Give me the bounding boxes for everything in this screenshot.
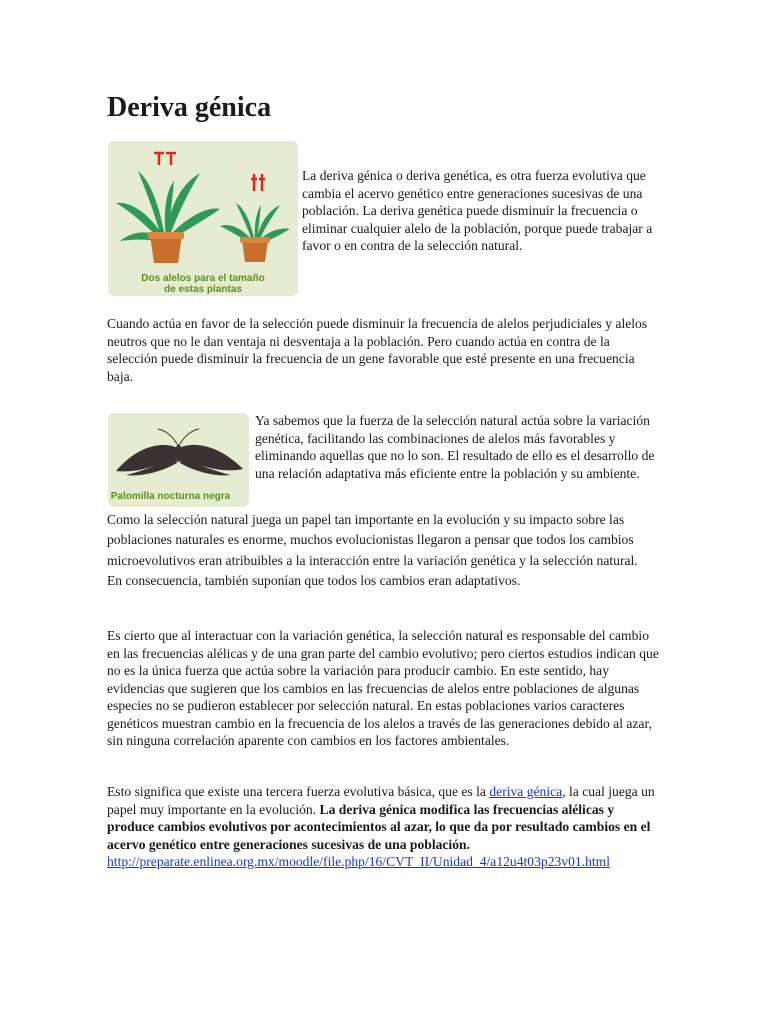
paragraph-1: La deriva génica o deriva genética, es otra fuerza evolutiva que cambia el acervo genético entre generaciones sucesivas de una población. La deriva genética puede disminuir la frecuencia o eliminar cualquier alelo de la población, porque puede trabajar a favor o en contra de la selección natural. bbox=[302, 168, 653, 253]
paragraph-6-intro: Esto significa que existe una tercera fuerza evolutiva básica, que es la bbox=[107, 784, 490, 799]
paragraph-6-middle: , la cual juega un papel muy importante en la evolución. bbox=[107, 784, 655, 817]
moth-caption: Palomilla nocturna negra bbox=[110, 491, 231, 502]
deriva-genica-link[interactable]: deriva génica bbox=[489, 784, 563, 799]
paragraph-5: Es cierto que al interactuar con la variación genética, la selección natural es responsable del cambio en las frecuencias alélicas y de una gran parte del cambio evolutivo; pero ciertos estudios indican que no es la única fuerza que actúa sobre la variación para producir cambio. En este sentido, hay evidencias que sugieren que los cambios en las frecuencias de alelos entre poblaciones de algunas especies no se pudieron establecer por selección natural. En estas poblaciones varios caracteres genéticos muestran cambio en la frecuencia de los alelos a través de las generaciones debido al azar, sin ninguna correlación aparente con cambios en los factores ambientales. bbox=[107, 628, 659, 748]
paragraph-3: Ya sabemos que la fuerza de la selección natural actúa sobre la variación genética, facilitando las combinaciones de alelos más favorables y eliminando aquellas que no lo son. El resultado de ello es el desarrollo de una relación adaptativa más eficiente entre la población y su ambiente. bbox=[255, 413, 655, 481]
page-title: Deriva génica bbox=[107, 92, 272, 123]
paragraph-6-bold-definition: La deriva génica modifica las frecuencias alélicas y produce cambios evolutivos por acontecimientos al azar, lo que da por resultado cambios en el acervo genético entre generaciones sucesivas de una población. bbox=[107, 801, 651, 852]
plants-figure bbox=[108, 141, 298, 296]
plants-caption-line2: de estas plantas bbox=[164, 284, 242, 295]
paragraph-2: Cuando actúa en favor de la selección puede disminuir la frecuencia de alelos perjudiciales y alelos neutros que no le dan ventaja ni desventaja a la población. Pero cuando actúa en contra de la selección puede disminuir la frecuencia de un gene favorable que esté presente en una frecuencia baja. bbox=[107, 316, 648, 384]
paragraph-6 bbox=[107, 783, 663, 871]
moth-figure bbox=[108, 413, 249, 507]
source-url-link[interactable]: http://preparate.enlinea.org.mx/moodle/file.php/16/CVT_II/Unidad_4/a12u4t03p23v01.html bbox=[107, 854, 611, 869]
plants-caption-line1: Dos alelos para el tamaño bbox=[141, 273, 265, 284]
paragraph-4: Como la selección natural juega un papel tan importante en la evolución y su impacto sobre las poblaciones naturales es enorme, muchos evolucionistas llegaron a pensar que todos los cambios microevolutivos eran atribuibles a la interacción entre la variación genética y la selección natural. En consecuencia, también suponían que todos los cambios eran adaptativos. bbox=[107, 512, 638, 588]
